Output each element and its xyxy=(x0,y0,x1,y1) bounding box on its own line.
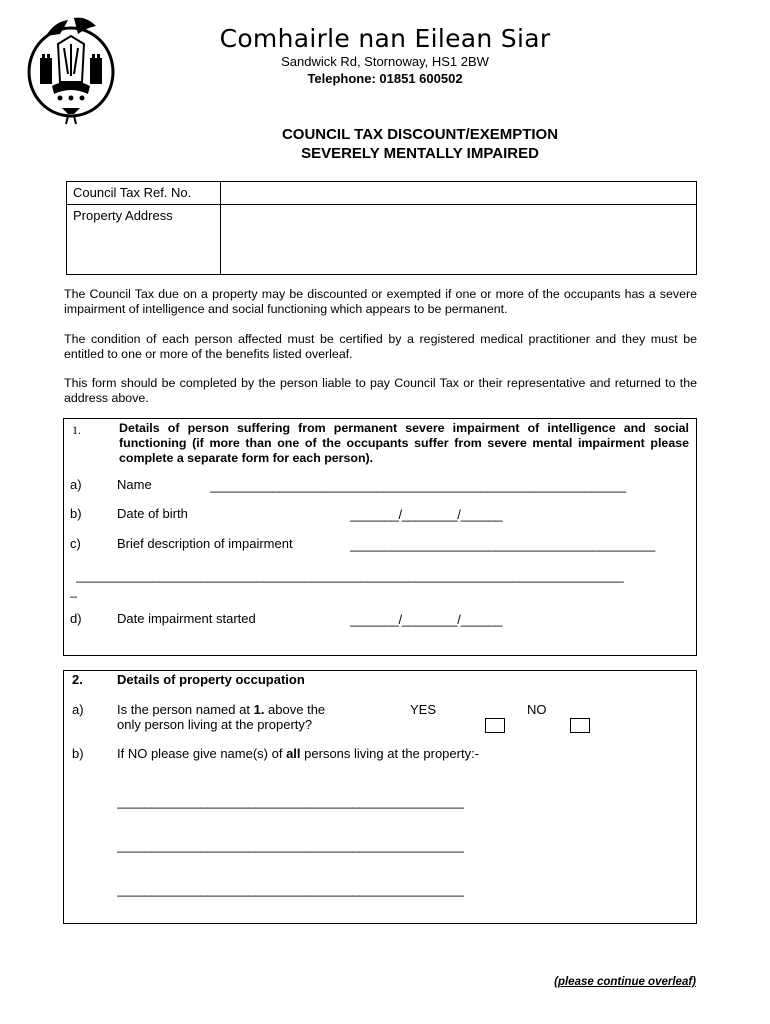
item-b-letter: b) xyxy=(70,506,82,521)
council-tax-ref-field[interactable] xyxy=(221,182,697,204)
item-c-letter: c) xyxy=(70,536,81,551)
no-checkbox[interactable] xyxy=(570,718,590,733)
item-2a-letter: a) xyxy=(72,702,84,717)
other-occupants-instruction-bold: all xyxy=(286,746,301,761)
yes-label: YES xyxy=(410,702,437,717)
item-a-letter: a) xyxy=(70,477,82,492)
continue-overleaf-note: (please continue overleaf) xyxy=(554,976,696,988)
continuation-line-tail: _ xyxy=(70,583,77,598)
property-address-label: Property Address xyxy=(73,208,173,223)
property-address-field[interactable] xyxy=(221,205,697,274)
name-label: Name xyxy=(117,477,152,492)
intro-paragraph-3: This form should be completed by the person liable to pay Council Tax or their representative and returned to the address above. xyxy=(64,376,697,405)
sole-occupant-question xyxy=(117,702,382,732)
reference-table xyxy=(66,181,697,275)
other-occupants-instruction-post: persons living at the property:- xyxy=(300,746,480,761)
date-of-birth-label: Date of birth xyxy=(117,506,188,521)
intro-paragraph-1: The Council Tax due on a property may be discounted or exempted if one or more of the occupants has a severe impairment of intelligence and social functioning which appears to be permanent. xyxy=(64,287,697,316)
sole-occupant-question-line2: only person living at the property? xyxy=(117,717,313,732)
sole-occupant-question-post: above the xyxy=(264,702,326,717)
other-occupants-instruction xyxy=(117,746,479,761)
impairment-description-label: Brief description of impairment xyxy=(117,536,293,551)
section-1-heading: Details of person suffering from permanent severe impairment of intelligence and social functioning (if more than one of the occupants suffer from severe mental impairment please complete a separate form for each person). xyxy=(119,421,689,465)
item-2b-letter: b) xyxy=(72,746,84,761)
form-title-line1: COUNCIL TAX DISCOUNT/EXEMPTION xyxy=(281,126,559,143)
impairment-start-date-input-line[interactable]: _______/________/______ xyxy=(350,612,503,627)
intro-paragraph-2: The condition of each person affected must be certified by a registered medical practitioner and they must be entitled to one or more of the benefits listed overleaf. xyxy=(64,332,697,361)
council-address: Sandwick Rd, Stornoway, HS1 2BW xyxy=(281,54,489,69)
yes-checkbox[interactable] xyxy=(485,718,505,733)
impairment-description-continuation-line[interactable]: _______________________________________________________________________________ xyxy=(76,568,624,583)
council-crest-logo xyxy=(24,14,118,126)
occupant-name-line-3[interactable]: __________________________________________________ xyxy=(117,882,464,897)
section-1-number: 1. xyxy=(72,423,81,437)
sole-occupant-question-pre: Is the person named at xyxy=(117,702,254,717)
section-2-heading: Details of property occupation xyxy=(117,672,305,687)
council-tax-ref-label: Council Tax Ref. No. xyxy=(73,185,192,200)
form-title-line2: SEVERELY MENTALLY IMPAIRED xyxy=(301,145,539,162)
name-input-line[interactable]: ____________________________________________________________ xyxy=(210,478,626,493)
council-name: Comhairle nan Eilean Siar xyxy=(219,24,551,53)
council-telephone: Telephone: 01851 600502 xyxy=(307,71,463,86)
occupant-name-line-1[interactable]: __________________________________________________ xyxy=(117,794,464,809)
no-label: NO xyxy=(527,702,547,717)
other-occupants-instruction-pre: If NO please give name(s) of xyxy=(117,746,287,761)
impairment-start-date-label: Date impairment started xyxy=(117,611,256,626)
impairment-description-input-line[interactable]: ____________________________________________ xyxy=(350,537,655,552)
date-of-birth-input-line[interactable]: _______/________/______ xyxy=(350,507,503,522)
occupant-name-line-2[interactable]: __________________________________________________ xyxy=(117,838,464,853)
section-2-number: 2. xyxy=(72,672,83,687)
sole-occupant-question-ref: 1. xyxy=(253,702,265,717)
item-d-letter: d) xyxy=(70,611,82,626)
form-title xyxy=(150,125,690,163)
